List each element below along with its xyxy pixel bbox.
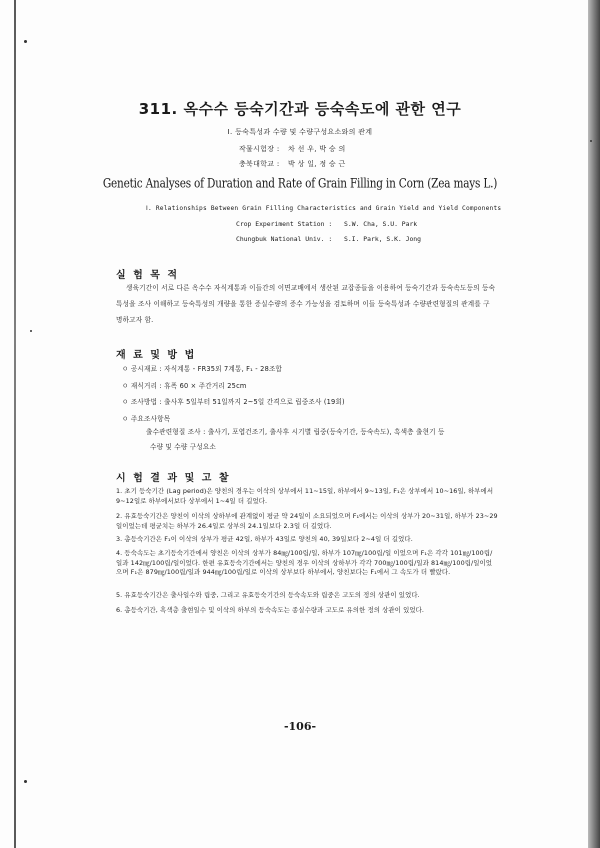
paper-subtitle: Ⅰ. 등숙특성과 수량 및 수량구성요소와의 관계 [227, 128, 373, 136]
english-author-row-1 [236, 220, 417, 228]
english-affiliation: Chungbuk National Univ. : [236, 235, 333, 243]
author-names: 박 상 일, 정 승 근 [288, 160, 346, 168]
author-row-1 [239, 144, 346, 154]
english-title: Genetic Analyses of Duration and Rate of Grain Filling in Corn (Zea mays L.) [102, 176, 498, 192]
page-number: -106- [283, 720, 317, 733]
methods-detail: 수량 및 수량 구성요소 [150, 443, 217, 451]
methods-item: ㅇ 재식거리 : 휴폭 60 × 주간거리 25cm [122, 382, 247, 390]
scan-speck [30, 330, 32, 332]
methods-item: ㅇ 조사방법 : 출사후 5일부터 51일까지 2~5일 간격으로 립중조사 (19회) [122, 398, 345, 406]
methods-detail: 출수관련형질 조사 : 출사기, 포엽건조기, 출사후 시기별 립중(등숙기간, 등숙속도), 흑색층 출현기 등 [146, 428, 445, 436]
author-names: 차 선 우, 박 승 의 [288, 145, 346, 153]
result-item: 5. 유효등숙기간은 출사일수와 립중, 그리고 유효등숙기간의 등숙속도와 립중은 고도의 정의 상관이 있었다. [116, 591, 420, 599]
purpose-paragraph: 생육기간이 서로 다른 옥수수 자식계통과 이들간의 이면교배에서 생산된 교잡종들을 이용하여 등숙기간과 등숙속도등의 등숙특성을 조사 이해하고 등숙특성의 개량을 통한 증실수량의 증수 가능성을 검토하며 이들 등숙특성과 수량관련형질의 관계를 구명하고자 함. [116, 284, 496, 324]
scan-speck [24, 780, 27, 783]
methods-item: ㅇ 주요조사항목 [122, 415, 171, 423]
result-item: 1. 초기 등숙기간 (Lag period)은 양친의 경우는 이삭의 상부에서 11~15일, 하부에서 9~13일, F₁은 상부에서 10~16일, 하부에서 9~12일로 하부에서보다 상부에서 1~4일 더 길었다. [116, 487, 494, 505]
scan-speck [24, 40, 27, 43]
author-affiliation: 충북대학교 : [239, 160, 280, 168]
methods-item: ㅇ 공시재료 : 자식계통 - FR35외 7계통, F₁ - 28조합 [122, 365, 283, 373]
english-affiliation: Crop Experiment Station : [236, 220, 333, 228]
section-heading-purpose: 실 험 목 적 [116, 270, 180, 281]
result-item: 4. 등숙속도는 초기등숙기간에서 양친은 이삭의 상부가 84㎎/100립/일, 하부가 107㎎/100립/일 이었으며 F₁은 각각 101㎎/100립/일과 142㎎/100립/일이었다. 한편 유효등숙기간에서는 양친의 경우 이삭의 상하부가 각각 700㎎/100립/일과 814㎎/100립/일이었으며 F₁은 879㎎/100립/일과 944㎎/100립/일로 이삭의 상부보다 하부에서, 양친보다는 F₁에서 그 속도가 더 빨랐다. [116, 549, 493, 576]
result-item: 3. 총등숙기간은 F₁이 이삭의 상부가 평균 42일, 하부가 43일로 양친의 40, 39일보다 2~4일 더 길었다. [116, 535, 413, 543]
english-author-names: S.W. Cha, S.U. Park [344, 220, 418, 228]
english-author-row-2 [236, 235, 421, 243]
author-row-2 [239, 159, 346, 169]
result-item: 6. 총등숙기간, 흑색층 출현일수 및 이삭의 하부의 등숙속도는 종실수량과 고도로 유의한 정의 상관이 있었다. [116, 606, 425, 614]
scan-speck [590, 140, 592, 142]
english-subtitle: Ⅰ. Relationships Between Grain Filling Characteristics and Grain Yield and Yield Components [146, 205, 502, 212]
paper-number: 311. [138, 100, 178, 118]
section-heading-methods: 재 료 및 방 법 [116, 350, 197, 361]
english-author-names: S.I. Park, S.K. Jong [344, 235, 421, 243]
author-affiliation: 작물시험장 : [239, 145, 280, 153]
paper-title [0, 98, 600, 119]
section-heading-results: 시 험 결 과 및 고 찰 [116, 473, 231, 484]
result-item: 2. 유효등숙기간은 양친이 이삭의 상하부에 관계없이 평균 약 24일이 소요되었으며 F₁에서는 이삭의 상부가 20~31일, 하부가 23~29일이었는데 평균치는 하부가 26.4일로 상부의 24.1일보다 2.3일 더 길었다. [116, 512, 498, 530]
paper-title-text: 옥수수 등숙기간과 등숙속도에 관한 연구 [183, 100, 462, 118]
